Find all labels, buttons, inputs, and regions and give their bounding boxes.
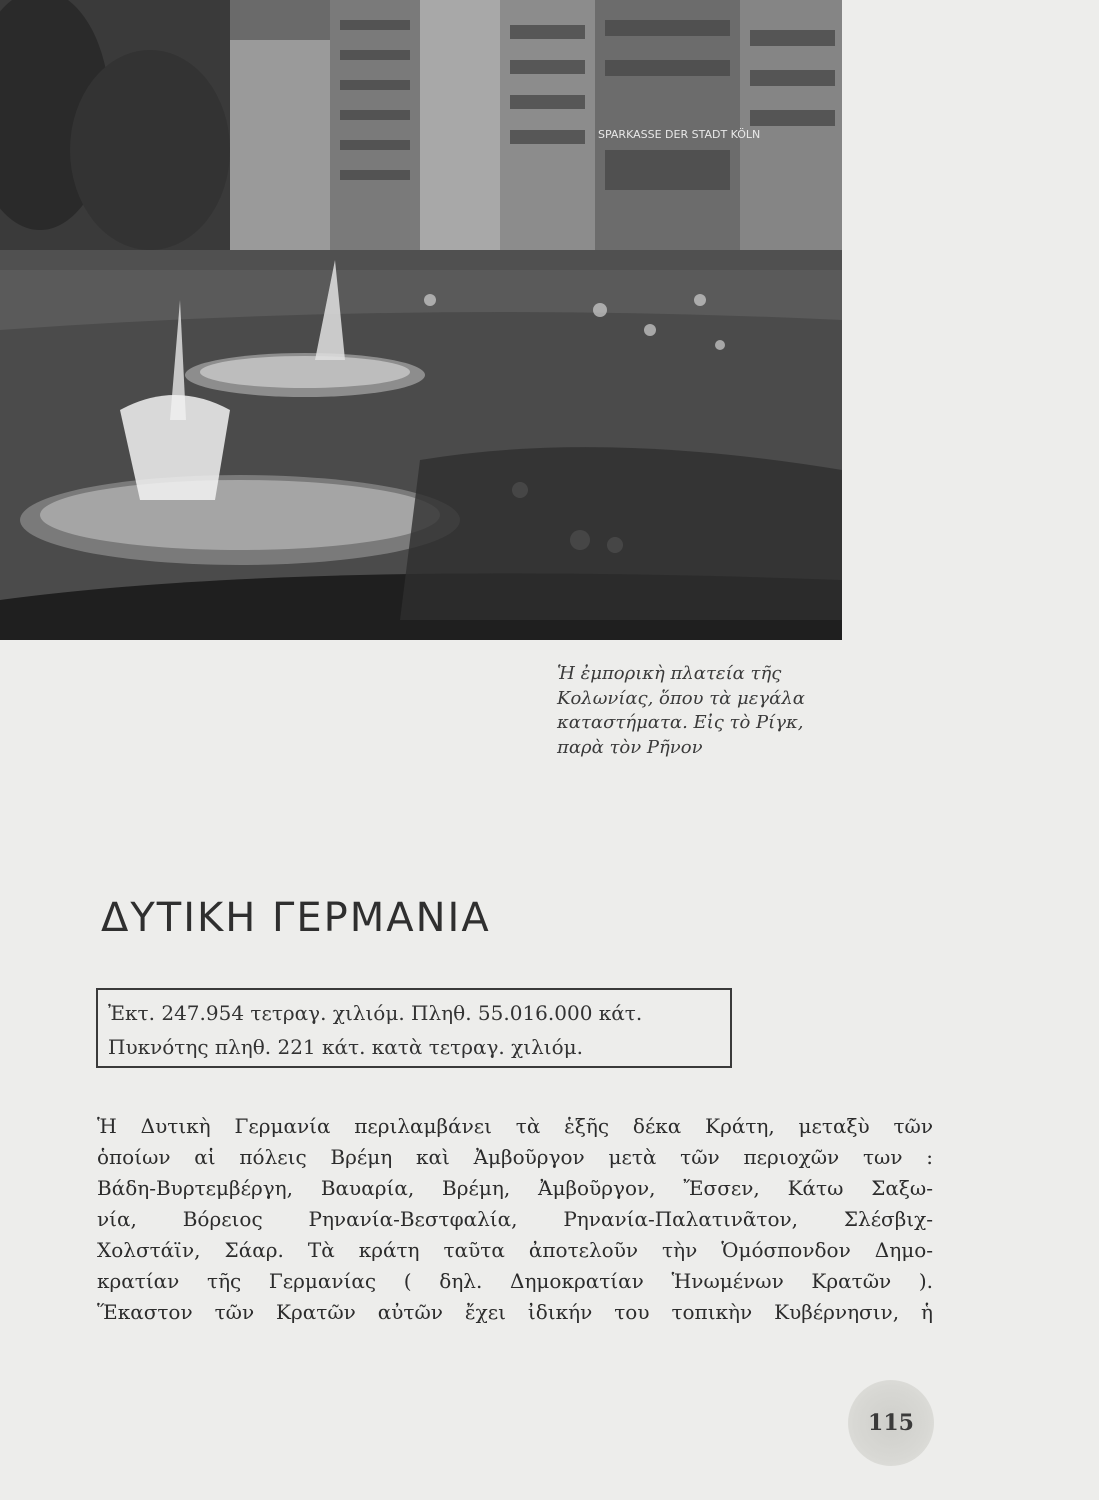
body-line: ὁποίων αἱ πόλεις Βρέμη καὶ Ἀμβοῦργον μετὰ τῶν περιοχῶν των : [97,1145,933,1169]
stats-line-area-population: Ἐκτ. 247.954 τετραγ. χιλιόμ. Πληθ. 55.016.000 κάτ. [108,1001,643,1025]
body-line: Βάδη-Βυρτεμβέργη, Βαυαρία, Βρέμη, Ἀμβοῦργον, Ἔσσεν, Κάτω Σαξω- [97,1176,933,1200]
body-paragraph [97,1111,933,1328]
caption-line: παρὰ τὸν Ρῆνον [557,736,703,758]
country-stats-box [96,988,732,1068]
photo-caption [557,662,857,760]
page-number: 115 [868,1410,914,1436]
body-line: νία, Βόρειος Ρηνανία-Βεστφαλία, Ρηνανία-Παλατινᾶτον, Σλέσβιχ- [97,1207,933,1231]
caption-line: καταστήματα. Εἰς τὸ Ρίγκ, [557,712,804,733]
body-line: Ἕκαστον τῶν Κρατῶν αὐτῶν ἔχει ἰδικήν του τοπικὴν Κυβέρνησιν, ἡ [97,1300,933,1324]
cologne-square-photo [0,0,842,640]
body-line: κρατίαν τῆς Γερμανίας ( δηλ. Δημοκρατίαν Ἡνωμένων Κρατῶν ). [97,1269,933,1293]
storefront-sign: SPARKASSE DER STADT KÖLN [598,128,761,141]
stats-line-density: Πυκνότης πληθ. 221 κάτ. κατὰ τετραγ. χιλιόμ. [108,1035,584,1059]
body-line: Ἡ Δυτικὴ Γερμανία περιλαμβάνει τὰ ἑξῆς δέκα Κράτη, μεταξὺ τῶν [97,1114,933,1138]
section-title: ΔΥΤΙΚΗ ΓΕΡΜΑΝΙΑ [101,895,491,941]
caption-line: Ἡ ἐμπορικὴ πλατεία τῆς [557,663,782,684]
city-square-fountain-photo-icon [0,0,842,640]
caption-line: Κολωνίας, ὅπου τὰ μεγάλα [557,687,805,709]
body-line: Χολστάϊν, Σάαρ. Τὰ κράτη ταῦτα ἀποτελοῦν τὴν Ὁμόσπονδον Δημο- [97,1238,933,1262]
